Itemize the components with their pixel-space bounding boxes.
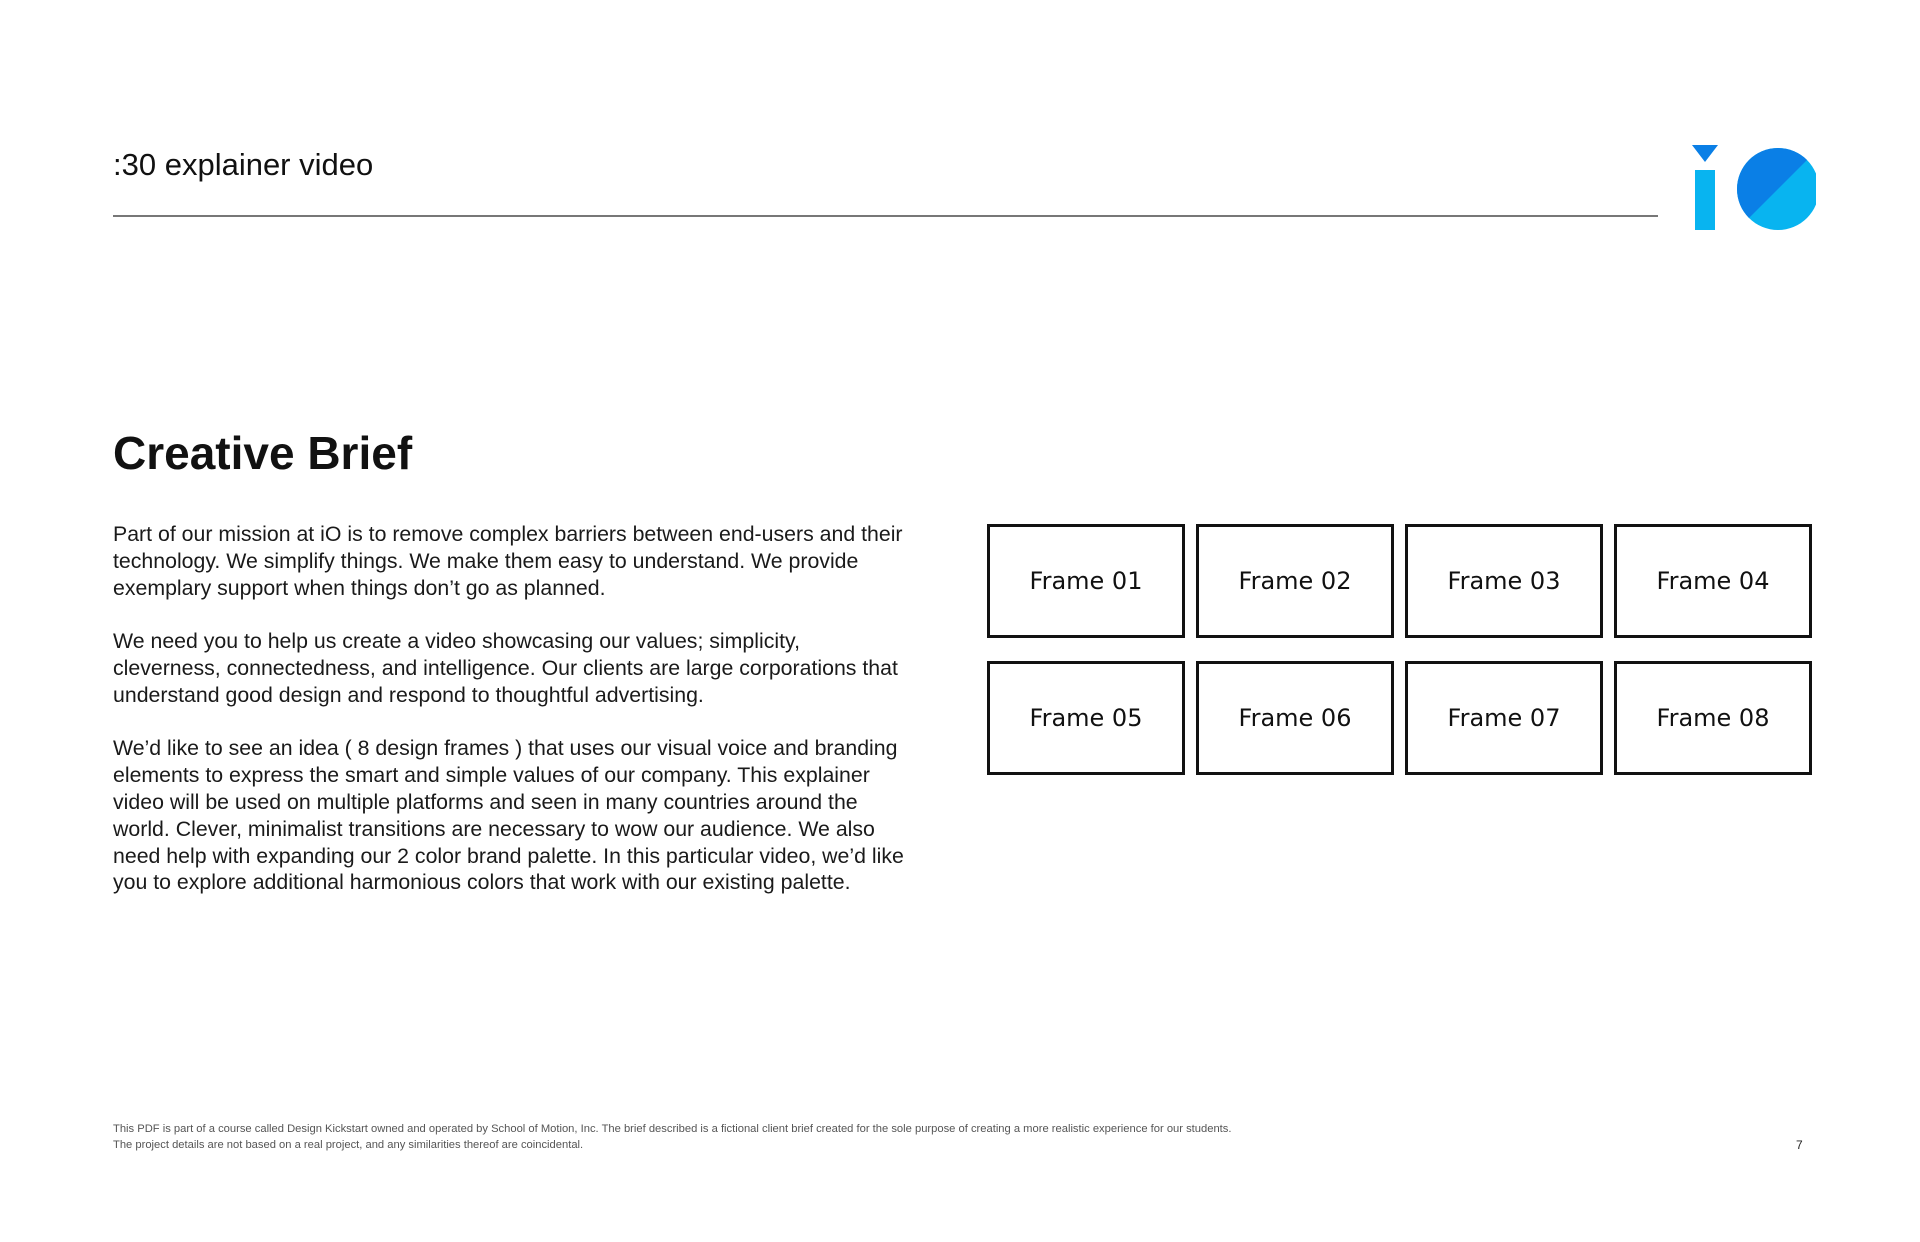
brief-paragraph: Part of our mission at iO is to remove complex barriers between end-users and their technology. We simplify things. We make them easy to understand. We provide exemplary support when things don’t go as planned. — [113, 522, 903, 600]
footer-line: The project details are not based on a real project, and any similarities thereof are coincidental. — [113, 1139, 584, 1151]
section-heading: Creative Brief — [113, 427, 413, 479]
header-divider — [113, 215, 1658, 217]
page-number: 7 — [1796, 1138, 1803, 1152]
brief-body — [113, 521, 913, 923]
io-logo-icon — [1692, 140, 1816, 236]
frame-box-05: Frame 05 — [987, 661, 1185, 775]
frame-box-08: Frame 08 — [1614, 661, 1812, 775]
frame-box-07: Frame 07 — [1405, 661, 1603, 775]
frame-box-03: Frame 03 — [1405, 524, 1603, 638]
frame-box-06: Frame 06 — [1196, 661, 1394, 775]
frames-grid — [987, 524, 1814, 775]
brief-paragraph: We’d like to see an idea ( 8 design frames ) that uses our visual voice and branding elements to express the smart and simple values of our company. This explainer video will be used on multiple platforms and seen in many countries around the world. Clever, minimalist transitions are necessary to wow our audience. We also need help with expanding our 2 color brand palette. In this particular video, we’d like you to explore additional harmonious colors that work with our existing palette. — [113, 736, 904, 895]
footer-disclaimer — [113, 1121, 1613, 1153]
footer-line: This PDF is part of a course called Design Kickstart owned and operated by School of Motion, Inc. The brief described is a fictional client brief created for the sole purpose of creating a more realistic experience for our students. — [113, 1123, 1232, 1135]
page-header-title: :30 explainer video — [113, 147, 374, 182]
frame-box-04: Frame 04 — [1614, 524, 1812, 638]
frame-box-01: Frame 01 — [987, 524, 1185, 638]
brief-paragraph: We need you to help us create a video showcasing our values; simplicity, cleverness, connectedness, and intelligence. Our clients are large corporations that understand good design and respond to thoughtful advertising. — [113, 629, 898, 707]
frame-box-02: Frame 02 — [1196, 524, 1394, 638]
